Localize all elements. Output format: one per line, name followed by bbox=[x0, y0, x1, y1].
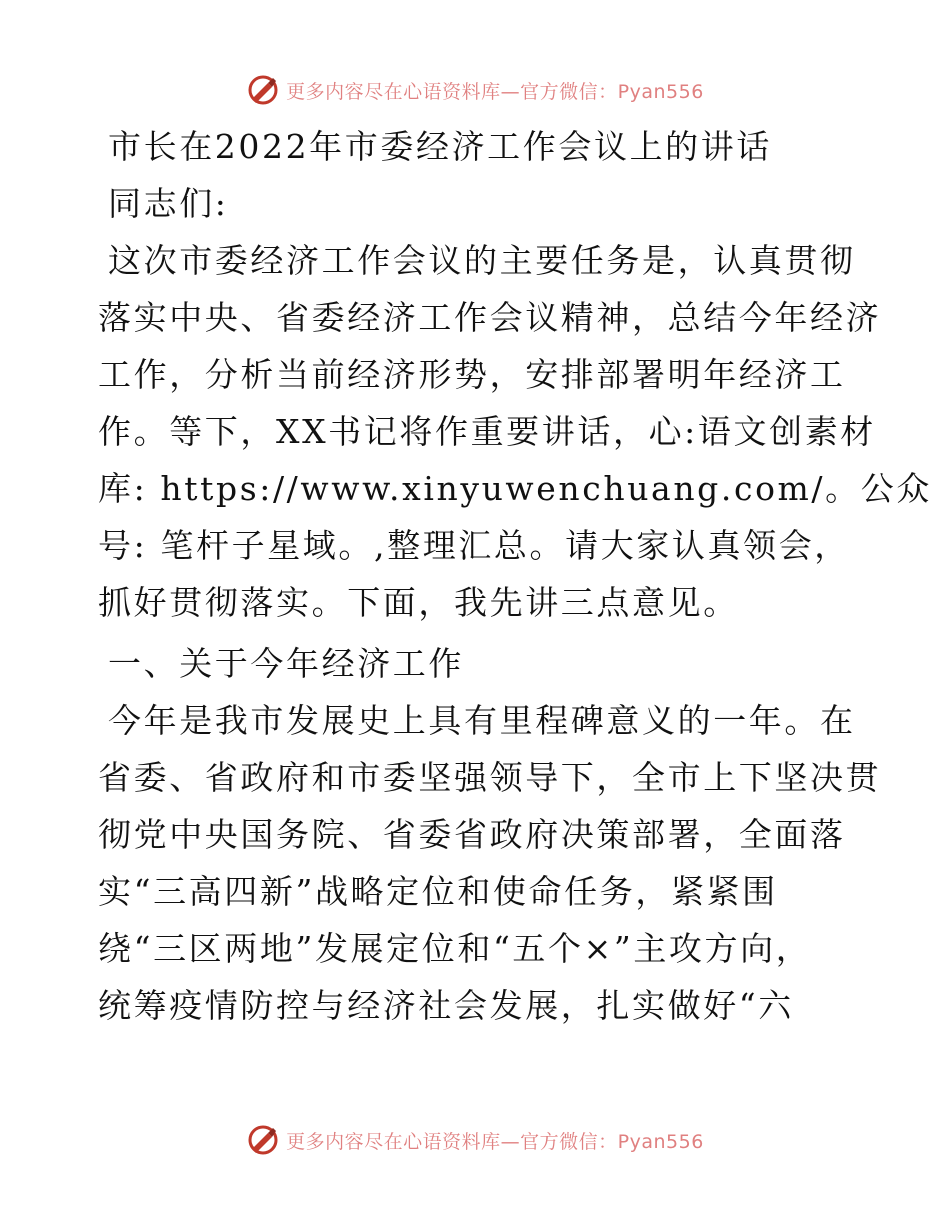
pen-logo-icon bbox=[246, 73, 280, 107]
paragraph-line: 省委、省政府和市委坚强领导下，全市上下坚决贯 bbox=[98, 758, 882, 797]
paragraph-line: 实“三高四新”战略定位和使命任务，紧紧围 bbox=[98, 872, 778, 911]
watermark-text: 更多内容尽在心语资料库—官方微信：Pyan556 bbox=[286, 80, 704, 103]
document-body bbox=[98, 118, 932, 1038]
watermark-header bbox=[0, 70, 950, 110]
paragraph-line: 作。等下，XX书记将作重要讲话，心:语文创素材 bbox=[98, 412, 876, 451]
section-heading: 一、关于今年经济工作 bbox=[108, 644, 464, 683]
paragraph-line: 统筹疫情防控与经济社会发展，扎实做好“六 bbox=[98, 986, 794, 1025]
paragraph-intro bbox=[98, 232, 932, 631]
paragraph-line: 绕“三区两地”发展定位和“五个×”主攻方向， bbox=[98, 929, 812, 968]
paragraph-line: 工作，分析当前经济形势，安排部署明年经济工 bbox=[98, 355, 846, 394]
paragraph-line: 彻党中央国务院、省委省政府决策部署，全面落 bbox=[98, 815, 846, 854]
paragraph-line: 落实中央、省委经济工作会议精神，总结今年经济 bbox=[98, 298, 882, 337]
document-title: 市长在2022年市委经济工作会议上的讲话 bbox=[108, 127, 772, 166]
paragraph-line: 这次市委经济工作会议的主要任务是，认真贯彻 bbox=[108, 241, 856, 280]
watermark-footer bbox=[0, 1120, 950, 1160]
paragraph-line: 今年是我市发展史上具有里程碑意义的一年。在 bbox=[108, 701, 856, 740]
watermark-text: 更多内容尽在心语资料库—官方微信：Pyan556 bbox=[286, 1130, 704, 1153]
greeting: 同志们: bbox=[108, 184, 229, 223]
paragraph-line: 抓好贯彻落实。下面，我先讲三点意见。 bbox=[98, 583, 739, 622]
paragraph-line: 号: 笔杆子星域。,整理汇总。请大家认真领会， bbox=[98, 526, 850, 565]
pen-logo-icon bbox=[246, 1123, 280, 1157]
paragraph-line: 库: https://www.xinyuwenchuang.com/。公众 bbox=[98, 469, 932, 508]
paragraph-section-one bbox=[98, 692, 882, 1034]
